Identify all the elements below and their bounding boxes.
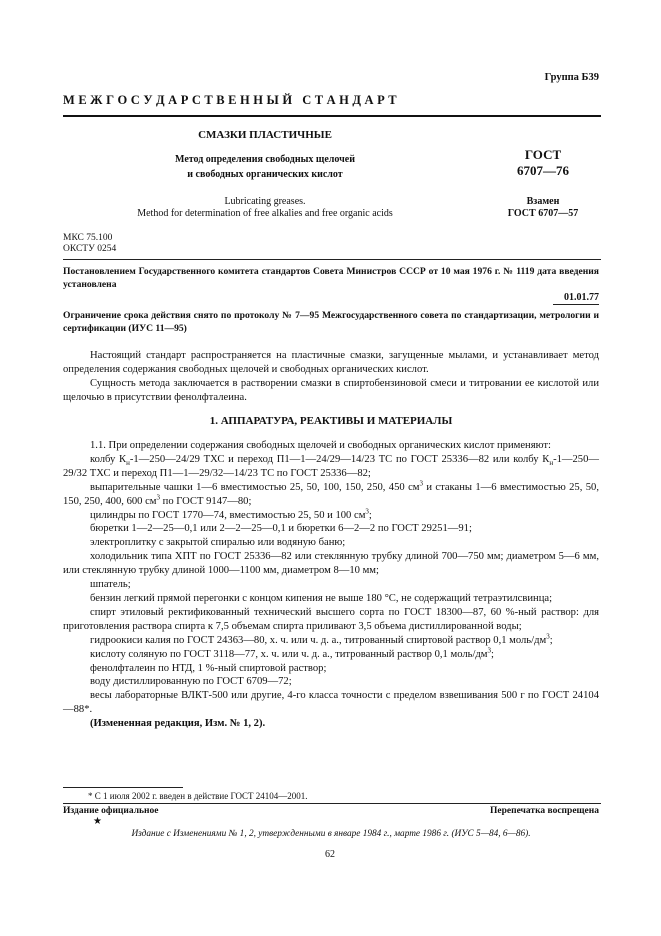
reprint-notice: Перепечатка воспрещена (489, 806, 599, 816)
item-koh: гидроокиси калия по ГОСТ 24363—80, х. ч. или ч. д. а., титрованный спиртовой раствор 0,1 моль/$дм^3$; (90, 632, 553, 646)
star-icon: ★ (93, 816, 102, 827)
item-hotplate: электроплитку с закрытой спиралью или водяную баню; (90, 537, 346, 549)
gost-number: 6707—76 (517, 163, 569, 178)
item-phenolphthalein: фенолфталеин по НТД, 1 %-ный спиртовой раствор; (90, 662, 327, 674)
date-underline (553, 304, 599, 305)
item-ethanol: спирт этиловый ректификованный технический высшего сорта по ГОСТ 18300—87, 60 %-ный раствор: для приготовления раствора спирта к 7,5 объемам спирта приливают 3,5 объема дистиллированной воды; (63, 606, 599, 632)
intro-date: 01.01.77 (564, 292, 599, 303)
replaces-label: Взамен (526, 196, 560, 207)
item-gasoline: бензин легкий прямой перегонки с концом кипения не выше 180 °С, не содержащий тетраэтилсвинца; (90, 592, 553, 604)
mks-code: МКС 75.100 (63, 233, 113, 243)
revision-note: (Измененная редакция, Изм. № 1, 2). (90, 718, 266, 730)
item-scales: весы лабораторные ВЛКТ-500 или другие, 4-го класса точности с пределом взвешивания 500 г по ГОСТ 24104—88*. (63, 690, 599, 716)
limitation-text: Ограничение срока действия снято по протоколу № 7—95 Межгосударственного совета по стандартизации, метрологии и сертификации (ИУС 11—95) (63, 310, 599, 334)
gost-label: ГОСТ (524, 147, 562, 162)
replaces-gost: ГОСТ 6707—57 (507, 208, 579, 219)
official-edition: Издание официальное (63, 806, 159, 816)
edition-note: Издание с Изменениями № 1, 2, утвержденными в январе 1984 г., марте 1986 г. (ИУС 5—84, 6—86). (131, 829, 531, 839)
doc-title-en-1: Lubricating greases. (224, 196, 306, 207)
intro-paragraph-1: Настоящий стандарт распространяется на пластичные смазки, загущенные мылами, и устанавливает метод определения содержания свободных щелочей и свободных органических кислот. (63, 350, 599, 375)
intro-block (63, 349, 599, 405)
doc-title: СМАЗКИ ПЛАСТИЧНЫЕ (198, 129, 332, 141)
item-cups: выпарительные чашки 1—6 вместимостью 25, 50, 100, 150, 250, 450 $см^3$ и стаканы 1—6 вместимостью 25, 50, 150, 250, 400, 600 $см^3$ по ГОСТ 9147—80; (63, 479, 599, 507)
footnote: * С 1 июля 2002 г. введен в действие ГОСТ 24104—2001. (88, 791, 308, 801)
standard-banner: М Е Ж Г О С У Д А Р С Т В Е Н Н Ы Й С Т А Н Д А Р Т (63, 93, 397, 107)
item-spatula: шпатель; (90, 579, 131, 591)
item-cylinders: цилиндры по ГОСТ 1770—74, вместимостью 25, 50 и 100 $см^3$; (90, 507, 372, 521)
intro-paragraph-2: Сущность метода заключается в растворении смазки в спиртобензиновой смеси и титровании ее кислотой или щелочью в присутствии фенолфталеина. (63, 377, 599, 403)
section-body (63, 439, 599, 731)
section-lead: 1.1. При определении содержания свободных щелочей и свободных органических кислот применяют: (90, 440, 551, 451)
item-burettes: бюретки 1—2—25—0,1 или 2—2—25—0,1 и бюретки 6—2—2 по ГОСТ 29251—91; (90, 523, 472, 535)
doc-subtitle-2: и свободных органических кислот (187, 169, 343, 180)
okstu-code: ОКСТУ 0254 (63, 244, 117, 254)
header-rule (63, 115, 601, 117)
item-condenser: холодильник типа ХПТ по ГОСТ 25336—82 или стеклянную трубку длиной 700—750 мм; диаметром 5—6 мм, или стеклянную трубку длиной 1000—1100 мм, диаметром 8—10 мм; (63, 551, 599, 577)
resolution-text: Постановлением Государственного комитета стандартов Совета Министров СССР от 10 мая 1976 г. № 1119 дата введения установлена (63, 266, 599, 290)
footer-rule (63, 803, 601, 804)
page-number: 62 (325, 849, 335, 860)
section-title: 1. АППАРАТУРА, РЕАКТИВЫ И МАТЕРИАЛЫ (209, 415, 453, 427)
item-water: воду дистиллированную по ГОСТ 6709—72; (90, 676, 292, 688)
item-flask: колбу $К_н-1—250—24/29$ ТХС и переход П1—1—24/29—14/23 ТС по ГОСТ 25336—82 или колбу $К_н-1—250—29/32$ ТХС и переход П1—1—29/32—14/23 ТС по ГОСТ 25336—82; (63, 453, 599, 479)
footnote-rule (63, 787, 183, 788)
group-label: Группа Б39 (544, 72, 599, 83)
doc-subtitle-1: Метод определения свободных щелочей (175, 154, 355, 165)
item-hcl: кислоту соляную по ГОСТ 3118—77, х. ч. или ч. д. а., титрованный раствор 0,1 моль/$дм^3$; (90, 646, 494, 660)
divider (63, 259, 601, 260)
doc-title-en-2: Method for determination of free alkalies and free organic acids (137, 208, 393, 219)
